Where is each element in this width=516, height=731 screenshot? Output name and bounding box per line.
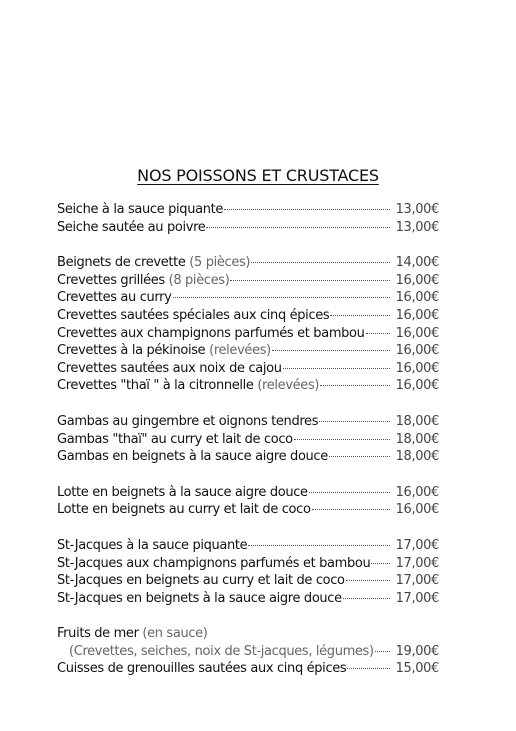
menu-item [57,572,439,590]
menu-item-name: Fruits de mer [57,626,143,642]
menu-item-price: 13,00€ [395,202,439,217]
menu-section [57,254,439,395]
menu-item-name [57,555,370,573]
menu-item-label: St-Jacques en beignets au curry et lait de coco [57,573,345,589]
menu-section [57,484,439,519]
menu-item-name [57,431,293,449]
menu-item-note: (8 pièces) [168,272,230,288]
menu-item-price: 18,00€ [395,449,439,465]
menu-item [57,448,439,466]
menu-item [57,201,439,219]
menu-item-note: (5 pièces) [189,255,251,271]
menu-item-name [57,254,250,272]
menu-item-price: 18,00€ [395,431,439,447]
menu-item-label: Crevettes "thaï " à la citronnelle [57,378,258,394]
menu-item [57,555,439,573]
dot-leader [320,385,390,386]
dot-leader [230,280,390,281]
dot-leader [371,563,390,564]
menu-item-label: Beignets de crevette [57,255,190,271]
menu-item-name [57,448,328,466]
menu-item-price: 13,00€ [395,219,439,235]
menu-item [57,484,439,502]
menu-item-name [57,325,365,343]
menu-item-price: 17,00€ [395,590,439,606]
menu-item-price: 19,00€ [395,643,439,659]
menu-item-note: (en sauce) [142,626,208,642]
menu-list [57,201,439,696]
menu-item-price: 16,00€ [395,502,439,518]
dot-leader [329,456,390,457]
menu-item-price: 16,00€ [395,343,439,359]
menu-item-label: Crevettes à la pékinoise [57,343,210,359]
menu-item-label: Seiche sautée au poivre [57,219,206,235]
menu-item-name [57,572,345,590]
dot-leader [330,315,390,316]
menu-section [57,537,439,607]
menu-sections [57,201,439,607]
menu-item-price: 16,00€ [395,378,439,394]
menu-item [57,377,439,395]
menu-item-name [57,272,229,290]
page-title: NOS POISSONS ET CRUSTACES [137,166,379,185]
menu-item-price: 14,00€ [395,255,439,271]
menu-item-price: 17,00€ [395,537,439,553]
menu-item-name [57,501,311,519]
menu-item [57,537,439,555]
dot-leader [272,350,390,351]
menu-item-label: Seiche à la sauce piquante [57,202,224,217]
menu-item-label: Crevettes grillées [57,272,169,288]
dot-leader [319,421,390,422]
menu-item-fruits-de-mer [57,625,439,643]
menu-item-label: Lotte en beignets à la sauce aigre douce [57,484,308,500]
menu-item [57,254,439,272]
menu-item-price: 16,00€ [395,290,439,306]
menu-item [57,219,439,237]
menu-item [57,360,439,378]
menu-item-name [57,201,223,219]
dot-leader [294,439,390,440]
menu-item [57,431,439,449]
menu-item-name [57,590,342,608]
dot-leader [346,580,390,581]
dot-leader [375,651,390,652]
dot-leader [366,333,390,334]
menu-item [57,272,439,290]
menu-item-price: 16,00€ [395,272,439,288]
menu-item-label: Gambas au gingembre et oignons tendres [57,413,319,429]
menu-item [57,307,439,325]
menu-item-note: (relevées) [257,378,320,394]
dot-leader [248,545,390,546]
menu-section-fruits-de-mer [57,625,439,678]
dot-leader [309,492,390,493]
menu-item-name [57,307,329,325]
menu-item-cuisses-de-grenouilles [57,660,439,678]
menu-item-price: 18,00€ [395,413,439,429]
dot-leader [343,598,390,599]
menu-item [57,325,439,343]
menu-item [57,413,439,431]
menu-item-name [57,342,271,360]
menu-item-label: Crevettes sautées spéciales aux cinq épices [57,307,330,323]
menu-item-label: Gambas en beignets à la sauce aigre douce [57,449,328,465]
menu-item-price: 16,00€ [395,325,439,341]
menu-item-price: 16,00€ [395,484,439,500]
menu-item-label: Lotte en beignets au curry et lait de coco [57,502,311,518]
menu-item-fruits-de-mer-detail [57,643,439,661]
menu-item-name [57,360,282,378]
menu-item-label: St-Jacques à la sauce piquante [57,537,248,553]
menu-item [57,590,439,608]
dot-leader [347,668,390,669]
menu-item-price: 15,00€ [395,661,439,677]
dot-leader [283,368,390,369]
menu-item-note: (relevées) [209,343,271,359]
menu-item-price: 16,00€ [395,360,439,376]
menu-item-name: Cuisses de grenouilles sautées aux cinq épices [57,661,347,677]
dot-leader [206,227,390,228]
menu-item-name [57,289,172,307]
dot-leader [173,297,390,298]
menu-item-label: St-Jacques aux champignons parfumés et bambou [57,555,371,571]
menu-item [57,501,439,519]
menu-item-name [57,219,205,237]
menu-section [57,201,439,236]
menu-item-label: Crevettes sautées aux noix de cajou [57,360,282,376]
menu-item-price: 16,00€ [395,307,439,323]
menu-item-label: St-Jacques en beignets à la sauce aigre douce [57,590,342,606]
menu-item-name [57,377,319,395]
menu-item-name [57,484,308,502]
menu-section [57,413,439,466]
menu-item-label: Crevettes au curry [57,290,172,306]
menu-item-label: Crevettes aux champignons parfumés et bambou [57,325,365,341]
menu-item [57,342,439,360]
dot-leader [312,509,390,510]
menu-item-price: 17,00€ [395,555,439,571]
menu-item-name [57,413,318,431]
dot-leader [251,262,390,263]
menu-item-label: Gambas "thaï" au curry et lait de coco [57,431,293,447]
menu-item-detail: (Crevettes, seiches, noix de St-jacques, légumes) [69,643,374,659]
menu-item [57,289,439,307]
menu-item-name [57,537,247,555]
dot-leader [224,209,390,210]
menu-item-price: 17,00€ [395,573,439,589]
